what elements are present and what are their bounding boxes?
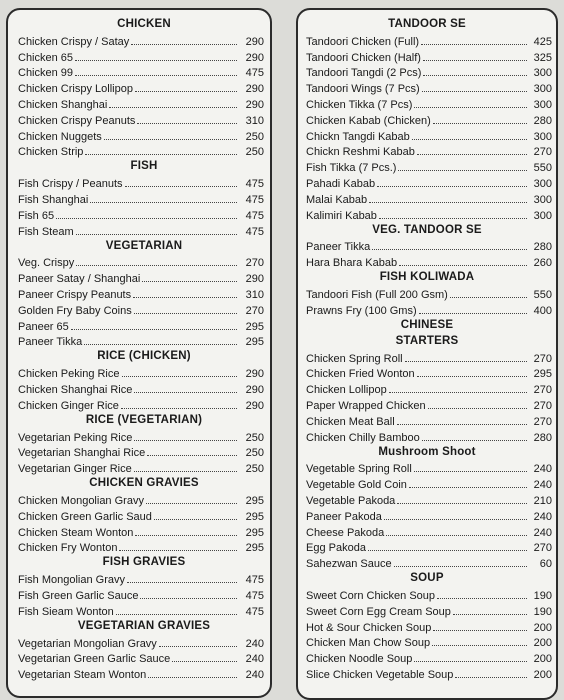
dot-leader bbox=[414, 471, 527, 472]
menu-item-name: Chicken Shanghai bbox=[18, 98, 108, 111]
dot-leader bbox=[414, 661, 527, 662]
menu-item-price: 310 bbox=[245, 114, 264, 127]
dot-leader bbox=[75, 60, 237, 61]
menu-item-price: 295 bbox=[245, 494, 264, 507]
dot-leader bbox=[133, 297, 237, 298]
menu-item bbox=[8, 539, 270, 555]
menu-item-price: 290 bbox=[245, 98, 264, 111]
menu-item-price: 290 bbox=[245, 273, 264, 286]
menu-item-name: Golden Fry Baby Coins bbox=[18, 304, 132, 317]
menu-item-name: Sweet Corn Egg Cream Soup bbox=[306, 605, 451, 618]
menu-item-price: 250 bbox=[245, 463, 264, 476]
menu-item-price: 290 bbox=[245, 51, 264, 64]
menu-item bbox=[8, 665, 270, 681]
menu-item-price: 240 bbox=[245, 669, 264, 682]
section-title-chicken: CHICKEN bbox=[117, 18, 171, 30]
menu-item bbox=[298, 396, 556, 412]
menu-item-name: Paneer Tikka bbox=[306, 241, 371, 254]
menu-item bbox=[8, 317, 270, 333]
menu-item bbox=[298, 190, 556, 206]
menu-item-price: 550 bbox=[533, 162, 552, 175]
dot-leader bbox=[76, 265, 237, 266]
menu-item-price: 250 bbox=[245, 130, 264, 143]
section-title-chicken-gravies: CHICKEN GRAVIES bbox=[89, 477, 199, 490]
menu-item-name: Fish Steam bbox=[18, 225, 74, 238]
menu-item-name: Chicken Tikka (7 Pcs) bbox=[306, 98, 413, 111]
menu-item-name: Vegetarian Green Garlic Sauce bbox=[18, 653, 171, 666]
menu-item-name: Chicken Fry Wonton bbox=[18, 542, 118, 555]
menu-item bbox=[298, 428, 556, 444]
menu-item bbox=[8, 254, 270, 270]
menu-item-name: Chicken Crispy Peanuts bbox=[18, 114, 136, 127]
dot-leader bbox=[131, 44, 237, 45]
menu-item-name: Chicken Lollipop bbox=[306, 384, 387, 397]
menu-item bbox=[8, 95, 270, 111]
menu-item bbox=[298, 111, 556, 127]
dot-leader bbox=[405, 361, 527, 362]
menu-item-price: 250 bbox=[245, 447, 264, 460]
dot-leader bbox=[109, 107, 237, 108]
menu-item-name: Paneer Tikka bbox=[18, 336, 83, 349]
dot-leader bbox=[140, 598, 237, 599]
menu-item-price: 210 bbox=[533, 494, 552, 507]
menu-item-name: Chicken Strip bbox=[18, 146, 84, 159]
menu-item-name: Chicken Green Garlic Saud bbox=[18, 510, 152, 523]
menu-item bbox=[298, 523, 556, 539]
menu-item bbox=[8, 79, 270, 95]
dot-leader bbox=[56, 218, 237, 219]
dot-leader bbox=[397, 503, 527, 504]
menu-item bbox=[298, 380, 556, 396]
menu-item-name: Tandoori Wings (7 Pcs) bbox=[306, 83, 420, 96]
menu-item-price: 240 bbox=[533, 526, 552, 539]
menu-item-price: 240 bbox=[245, 653, 264, 666]
menu-item-name: Fish Tikka (7 Pcs.) bbox=[306, 162, 397, 175]
menu-item bbox=[298, 634, 556, 650]
menu-item-name: Vegetarian Peking Rice bbox=[18, 431, 133, 444]
dot-leader bbox=[432, 645, 527, 646]
menu-item-name: Chicken Mongolian Gravy bbox=[18, 494, 144, 507]
menu-panel-right bbox=[296, 8, 558, 700]
menu-item-name: Hara Bhara Kabab bbox=[306, 257, 398, 270]
menu-item-name: Fish 65 bbox=[18, 209, 55, 222]
dot-leader bbox=[134, 440, 237, 441]
dot-leader bbox=[409, 487, 527, 488]
menu-item-price: 295 bbox=[533, 368, 552, 381]
menu-item-name: Chicken Meat Ball bbox=[306, 415, 395, 428]
dot-leader bbox=[422, 440, 527, 441]
menu-item-name: Sweet Corn Chicken Soup bbox=[306, 589, 436, 602]
dot-leader bbox=[455, 677, 527, 678]
menu-item-name: Chicken Crispy / Satay bbox=[18, 35, 130, 48]
menu-item-price: 270 bbox=[245, 257, 264, 270]
dot-leader bbox=[450, 297, 527, 298]
menu-item bbox=[8, 174, 270, 190]
dot-leader bbox=[71, 329, 237, 330]
menu-item-name: Chicken 65 bbox=[18, 51, 74, 64]
dot-leader bbox=[377, 186, 527, 187]
dot-leader bbox=[437, 598, 527, 599]
menu-item-price: 295 bbox=[245, 510, 264, 523]
menu-item-name: Fish Crispy / Peanuts bbox=[18, 178, 123, 191]
menu-item bbox=[8, 650, 270, 666]
section-title-chinese: CHINESE bbox=[400, 318, 454, 331]
dot-leader bbox=[116, 614, 237, 615]
dot-leader bbox=[134, 313, 237, 314]
dot-leader bbox=[417, 154, 527, 155]
menu-item-name: Paneer Satay / Shanghai bbox=[18, 273, 141, 286]
menu-item-name: Chickn Reshmi Kabab bbox=[306, 146, 415, 159]
menu-item-price: 260 bbox=[533, 257, 552, 270]
menu-item-price: 240 bbox=[533, 510, 552, 523]
section-title-fish-koliwada: FISH KOLIWADA bbox=[379, 271, 475, 284]
menu-item bbox=[8, 127, 270, 143]
menu-item-price: 290 bbox=[245, 35, 264, 48]
menu-item bbox=[8, 523, 270, 539]
menu-item bbox=[8, 64, 270, 80]
menu-item-name: Paneer Crispy Peanuts bbox=[18, 288, 132, 301]
menu-item-price: 300 bbox=[533, 130, 552, 143]
menu-item-price: 300 bbox=[533, 83, 552, 96]
dot-leader bbox=[121, 408, 237, 409]
menu-item-price: 280 bbox=[533, 241, 552, 254]
dot-leader bbox=[384, 519, 527, 520]
menu-item-price: 300 bbox=[533, 209, 552, 222]
menu-item bbox=[8, 380, 270, 396]
dot-leader bbox=[90, 202, 237, 203]
menu-item-price: 400 bbox=[533, 304, 552, 317]
section-title-starters: STARTERS bbox=[395, 334, 459, 347]
dot-leader bbox=[142, 281, 237, 282]
menu-item-name: Veg. Crispy bbox=[18, 257, 75, 270]
menu-item-name: Sahezwan Sauce bbox=[306, 558, 392, 571]
menu-item bbox=[8, 634, 270, 650]
menu-item-price: 295 bbox=[245, 542, 264, 555]
menu-item bbox=[8, 269, 270, 285]
menu-item-price: 300 bbox=[533, 98, 552, 111]
dot-leader bbox=[135, 535, 237, 536]
menu-item bbox=[298, 539, 556, 555]
dot-leader bbox=[104, 139, 237, 140]
menu-item-price: 270 bbox=[533, 415, 552, 428]
section-title-fish-gravies: FISH GRAVIES bbox=[102, 556, 186, 569]
menu-item-name: Chicken Spring Roll bbox=[306, 352, 403, 365]
menu-item-name: Fish Mongolian Gravy bbox=[18, 574, 125, 587]
dot-leader bbox=[119, 550, 237, 551]
menu-item bbox=[298, 285, 556, 301]
menu-item-name: Kalimiri Kabab bbox=[306, 209, 377, 222]
menu-item-price: 475 bbox=[245, 574, 264, 587]
dot-leader bbox=[379, 218, 527, 219]
menu-item-name: Paneer Pakoda bbox=[306, 510, 382, 523]
dot-leader bbox=[399, 265, 527, 266]
dot-leader bbox=[421, 44, 527, 45]
dot-leader bbox=[414, 107, 527, 108]
dot-leader bbox=[389, 392, 527, 393]
menu-item-price: 475 bbox=[245, 193, 264, 206]
menu-item-name: Egg Pakoda bbox=[306, 542, 366, 555]
menu-item-price: 475 bbox=[245, 209, 264, 222]
menu-item-name: Prawns Fry (100 Gms) bbox=[306, 304, 417, 317]
section-title-fish: FISH bbox=[130, 160, 158, 173]
dot-leader bbox=[397, 424, 527, 425]
menu-item-price: 475 bbox=[245, 605, 264, 618]
menu-item-price: 475 bbox=[245, 589, 264, 602]
menu-item bbox=[8, 459, 270, 475]
dot-leader bbox=[134, 392, 237, 393]
menu-item-price: 270 bbox=[533, 384, 552, 397]
menu-item-price: 270 bbox=[533, 352, 552, 365]
dot-leader bbox=[417, 376, 527, 377]
menu-item bbox=[8, 586, 270, 602]
menu-item bbox=[298, 586, 556, 602]
section-title-rice-vegetarian: RICE (VEGETARIAN) bbox=[85, 413, 203, 426]
menu-item-price: 270 bbox=[533, 542, 552, 555]
menu-item bbox=[8, 570, 270, 586]
dot-leader bbox=[75, 75, 237, 76]
menu-item bbox=[8, 285, 270, 301]
menu-item-name: Chicken Noodle Soup bbox=[306, 653, 413, 666]
menu-item-name: Vegetable Pakoda bbox=[306, 494, 396, 507]
menu-item bbox=[298, 143, 556, 159]
menu-item bbox=[8, 491, 270, 507]
menu-item bbox=[298, 238, 556, 254]
menu-item-name: Chicken 99 bbox=[18, 67, 74, 80]
dot-leader bbox=[159, 646, 237, 647]
dot-leader bbox=[148, 677, 237, 678]
dot-leader bbox=[369, 202, 527, 203]
menu-item-price: 200 bbox=[533, 621, 552, 634]
menu-item-name: Chickn Tangdi Kabab bbox=[306, 130, 410, 143]
dot-leader bbox=[423, 60, 527, 61]
menu-item bbox=[298, 95, 556, 111]
menu-item-price: 290 bbox=[245, 83, 264, 96]
dot-leader bbox=[412, 139, 527, 140]
menu-item-price: 300 bbox=[533, 177, 552, 190]
menu-item bbox=[298, 253, 556, 269]
menu-item-price: 240 bbox=[533, 479, 552, 492]
menu-item-name: Chicken Kabab (Chicken) bbox=[306, 114, 431, 127]
menu-item bbox=[298, 460, 556, 476]
menu-item-price: 250 bbox=[245, 431, 264, 444]
menu-item bbox=[298, 649, 556, 665]
menu-item bbox=[298, 174, 556, 190]
menu-item bbox=[298, 301, 556, 317]
menu-item bbox=[298, 48, 556, 64]
section-title-mushroom-shoot: Mushroom Shoot bbox=[378, 445, 476, 458]
dot-leader bbox=[372, 249, 527, 250]
dot-leader bbox=[122, 376, 238, 377]
dot-leader bbox=[433, 123, 527, 124]
menu-item-price: 240 bbox=[533, 463, 552, 476]
menu-item bbox=[8, 602, 270, 618]
menu-item bbox=[8, 206, 270, 222]
menu-item-price: 295 bbox=[245, 336, 264, 349]
menu-item bbox=[298, 554, 556, 570]
menu-item bbox=[8, 428, 270, 444]
dot-leader bbox=[147, 455, 237, 456]
menu-item-price: 270 bbox=[245, 304, 264, 317]
menu-item-name: Chicken Shanghai Rice bbox=[18, 383, 133, 396]
menu-item-name: Tandoori Chicken (Full) bbox=[306, 35, 420, 48]
menu-item bbox=[8, 333, 270, 349]
menu-item-name: Fish Sieam Wonton bbox=[18, 605, 114, 618]
menu-item-price: 240 bbox=[245, 637, 264, 650]
dot-leader bbox=[433, 630, 527, 631]
menu-item-name: Vegetarian Mongolian Gravy bbox=[18, 637, 157, 650]
dot-leader bbox=[154, 519, 237, 520]
section-title-veg-tandoor-se: VEG. TANDOOR SE bbox=[372, 223, 482, 236]
section-title-rice-chicken: RICE (CHICKEN) bbox=[97, 350, 191, 363]
menu-item-price: 300 bbox=[533, 67, 552, 80]
menu-item-price: 310 bbox=[245, 288, 264, 301]
menu-item-name: Paper Wrapped Chicken bbox=[306, 399, 426, 412]
menu-item bbox=[298, 507, 556, 523]
dot-leader bbox=[85, 154, 237, 155]
dot-leader bbox=[146, 503, 237, 504]
menu-item-price: 325 bbox=[533, 51, 552, 64]
menu-item-name: Hot & Sour Chicken Soup bbox=[306, 621, 432, 634]
menu-item bbox=[298, 32, 556, 48]
menu-item-price: 200 bbox=[533, 653, 552, 666]
dot-leader bbox=[398, 170, 527, 171]
menu-item bbox=[8, 301, 270, 317]
menu-item-price: 295 bbox=[245, 526, 264, 539]
menu-item-name: Vegetarian Steam Wonton bbox=[18, 669, 147, 682]
menu-item bbox=[298, 365, 556, 381]
menu-item bbox=[298, 206, 556, 222]
dot-leader bbox=[394, 566, 527, 567]
dot-leader bbox=[134, 471, 237, 472]
section-title-vegetarian: VEGETARIAN bbox=[105, 239, 183, 252]
menu-panel-left bbox=[6, 8, 272, 698]
menu-item-price: 200 bbox=[533, 668, 552, 681]
dot-leader bbox=[368, 550, 527, 551]
menu-item-price: 270 bbox=[533, 146, 552, 159]
menu-item-name: Chicken Peking Rice bbox=[18, 368, 120, 381]
menu-item bbox=[298, 665, 556, 681]
menu-item-price: 190 bbox=[533, 605, 552, 618]
menu-item-name: Tandoori Tangdi (2 Pcs) bbox=[306, 67, 422, 80]
menu-item-price: 280 bbox=[533, 431, 552, 444]
menu-item-price: 250 bbox=[245, 146, 264, 159]
menu-item bbox=[298, 602, 556, 618]
menu-item bbox=[8, 32, 270, 48]
dot-leader bbox=[419, 313, 527, 314]
menu-item-name: Slice Chicken Vegetable Soup bbox=[306, 668, 454, 681]
dot-leader bbox=[172, 661, 237, 662]
dot-leader bbox=[423, 75, 527, 76]
menu-item-price: 200 bbox=[533, 637, 552, 650]
menu-item bbox=[298, 127, 556, 143]
menu-item bbox=[8, 444, 270, 460]
dot-leader bbox=[127, 582, 237, 583]
menu-item-price: 425 bbox=[533, 35, 552, 48]
menu-item-name: Vegetarian Ginger Rice bbox=[18, 463, 132, 476]
dot-leader bbox=[422, 91, 527, 92]
dot-leader bbox=[135, 91, 237, 92]
menu-item-price: 270 bbox=[533, 399, 552, 412]
menu-item-name: Tandoori Chicken (Half) bbox=[306, 51, 421, 64]
menu-item-name: Chicken Man Chow Soup bbox=[306, 637, 431, 650]
menu-item-price: 280 bbox=[533, 114, 552, 127]
menu-item-name: Fish Shanghai bbox=[18, 193, 89, 206]
menu-item-name: Vegetable Gold Coin bbox=[306, 479, 407, 492]
menu-item bbox=[8, 364, 270, 380]
menu-item bbox=[8, 396, 270, 412]
menu-item-name: Malai Kabab bbox=[306, 193, 368, 206]
dot-leader bbox=[137, 123, 237, 124]
section-title-vegetarian-gravies: VEGETARIAN GRAVIES bbox=[77, 619, 211, 632]
menu-item-name: Chicken Nuggets bbox=[18, 130, 102, 143]
menu-item-price: 550 bbox=[533, 288, 552, 301]
menu-item-name: Chicken Ginger Rice bbox=[18, 399, 119, 412]
menu-item-name: Cheese Pakoda bbox=[306, 526, 385, 539]
menu-item bbox=[298, 491, 556, 507]
menu-item-name: Chicken Fried Wonton bbox=[306, 368, 415, 381]
menu-item-name: Paneer 65 bbox=[18, 320, 69, 333]
menu-item-price: 290 bbox=[245, 383, 264, 396]
menu-item-price: 475 bbox=[245, 225, 264, 238]
section-title-soup: SOUP bbox=[410, 572, 444, 585]
menu-item bbox=[298, 79, 556, 95]
dot-leader bbox=[76, 234, 237, 235]
menu-item bbox=[298, 618, 556, 634]
menu-item bbox=[8, 111, 270, 127]
menu-item-name: Chicken Crispy Lollipop bbox=[18, 83, 133, 96]
menu-item bbox=[8, 507, 270, 523]
menu-item-name: Chicken Chilly Bamboo bbox=[306, 431, 420, 444]
menu-item-price: 290 bbox=[245, 399, 264, 412]
menu-item-price: 290 bbox=[245, 368, 264, 381]
menu-item bbox=[298, 158, 556, 174]
dot-leader bbox=[453, 614, 527, 615]
dot-leader bbox=[386, 535, 527, 536]
menu-item bbox=[298, 475, 556, 491]
menu-item-name: Tandoori Fish (Full 200 Gsm) bbox=[306, 288, 448, 301]
menu-item-name: Fish Green Garlic Sauce bbox=[18, 589, 139, 602]
menu-item bbox=[298, 349, 556, 365]
dot-leader bbox=[84, 344, 237, 345]
menu-item bbox=[298, 412, 556, 428]
menu-item bbox=[8, 222, 270, 238]
menu-item bbox=[8, 190, 270, 206]
menu-item bbox=[298, 64, 556, 80]
menu-item-name: Chicken Steam Wonton bbox=[18, 526, 134, 539]
menu-item bbox=[8, 143, 270, 159]
section-title-tandoor-se: TANDOOR SE bbox=[388, 18, 466, 30]
menu-item-price: 475 bbox=[245, 67, 264, 80]
dot-leader bbox=[428, 408, 527, 409]
menu-item-price: 190 bbox=[533, 589, 552, 602]
menu-item-name: Pahadi Kabab bbox=[306, 177, 376, 190]
menu-item bbox=[8, 48, 270, 64]
menu-item-price: 475 bbox=[245, 178, 264, 191]
menu-item-price: 300 bbox=[533, 193, 552, 206]
dot-leader bbox=[125, 186, 237, 187]
menu-item-price: 60 bbox=[539, 558, 552, 571]
menu-item-name: Vegetarian Shanghai Rice bbox=[18, 447, 146, 460]
menu-item-price: 295 bbox=[245, 320, 264, 333]
menu-item-name: Vegetable Spring Roll bbox=[306, 463, 412, 476]
